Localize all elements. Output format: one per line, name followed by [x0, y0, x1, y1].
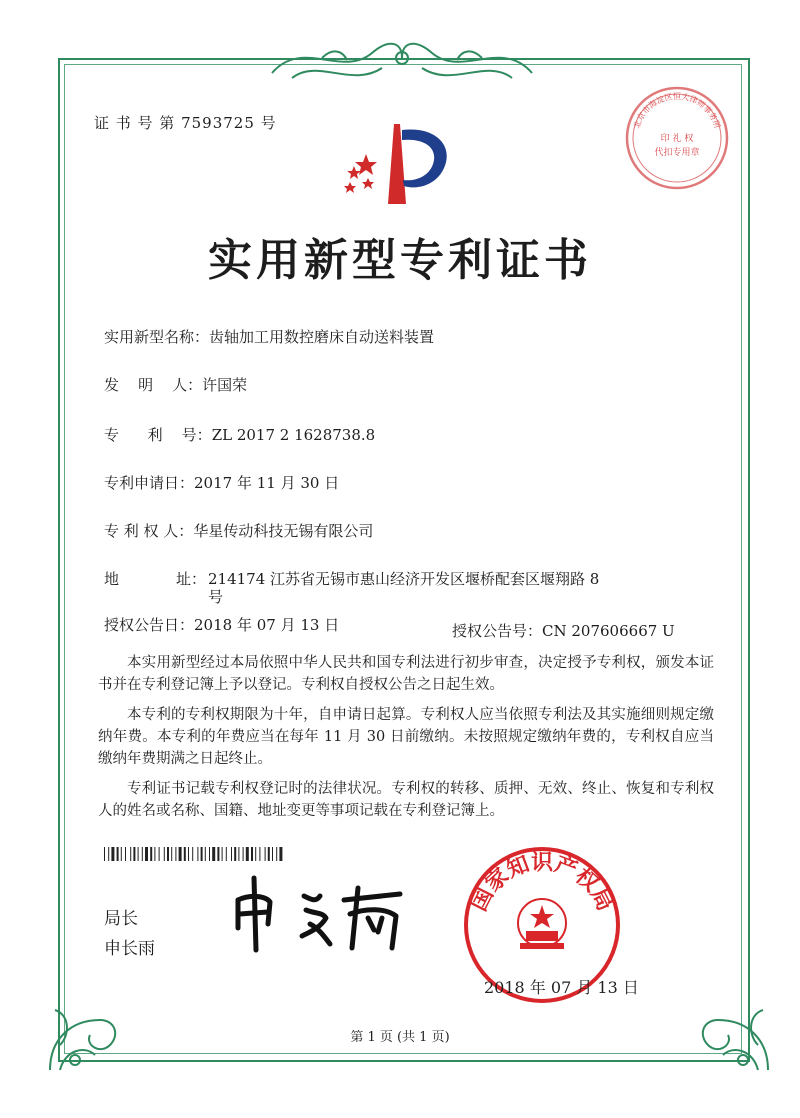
- field-utility-model-name: [104, 326, 434, 347]
- certificate-number: 证 书 号 第 7593725 号: [94, 114, 277, 132]
- field-label: 发 明 人：: [104, 376, 203, 394]
- svg-text:印 礼 权: 印 礼 权: [660, 134, 694, 144]
- field-address-label-1: 地: [104, 570, 120, 588]
- field-grant-number: [452, 620, 675, 641]
- field-address-line2: 号: [208, 588, 224, 606]
- svg-text:国家知识产权局: 国家知识产权局: [465, 849, 619, 916]
- field-label: 实用新型名称：: [104, 328, 210, 346]
- field-value: 2018 年 07 月 13 日: [194, 616, 340, 634]
- field-label: 授权公告日：: [104, 616, 195, 634]
- field-value: 2017 年 11 月 30 日: [194, 474, 340, 492]
- paragraph: 专利证书记载专利权登记时的法律状况。专利权的转移、质押、无效、终止、恢复和专利权人的姓名或名称、国籍、地址变更等事项记载在专利登记簿上。: [98, 781, 714, 819]
- svg-text:代扣专用章: 代扣专用章: [654, 148, 700, 158]
- field-label: 专利申请日：: [104, 474, 195, 492]
- field-grant-date: [104, 614, 339, 635]
- field-patent-holder: [104, 520, 373, 541]
- director-name: 申长雨: [104, 939, 155, 959]
- field-inventor: [104, 374, 247, 395]
- field-label: 授权公告号：: [452, 622, 543, 640]
- field-value: 许国荣: [202, 376, 248, 394]
- field-value: 齿轴加工用数控磨床自动送料装置: [209, 328, 435, 346]
- paragraph: 本实用新型经过本局依照中华人民共和国专利法进行初步审查，决定授予专利权，颁发本证书并在专利登记簿上予以登记。专利权自授权公告之日起生效。: [98, 655, 714, 693]
- seal-date: 2018 年 07 月 13 日: [484, 978, 639, 997]
- field-filing-date: [104, 472, 339, 493]
- certificate-title: 实用新型专利证书: [208, 235, 592, 286]
- field-value: 华星传动科技无锡有限公司: [193, 522, 374, 540]
- field-label: 专 利 号：: [104, 426, 212, 444]
- certificate-body: [98, 652, 714, 830]
- field-value: CN 207606667 U: [542, 622, 675, 640]
- field-address-label-2: 址：: [176, 570, 207, 588]
- page-footer: 第 1 页 (共 1 页): [350, 1030, 450, 1045]
- svg-text:北京市海淀区恒大律师事务所: 北京市海淀区恒大律师事务所: [632, 92, 722, 130]
- director-title: 局长: [104, 909, 138, 929]
- field-label: 专 利 权 人：: [104, 522, 194, 540]
- barcode-icon: [104, 847, 284, 861]
- director-signature: [226, 866, 410, 956]
- paragraph: 本专利的专利权期限为十年，自申请日起算。专利权人应当依照专利法及其实施细则规定缴纳年费。本专利的年费应当在每年 11 月 30 日前缴纳。未按照规定缴纳年费的，专利权自应当缴纳年费期满之日起终止。: [98, 707, 714, 767]
- patent-office-logo-icon: [336, 120, 466, 206]
- field-value: ZL 2017 2 1628738.8: [211, 426, 376, 444]
- top-ornament-icon: [262, 28, 542, 88]
- field-address-line1: 214174 江苏省无锡市惠山经济开发区堰桥配套区堰翔路 8: [208, 570, 600, 588]
- agent-seal-stamp: [622, 83, 732, 193]
- field-patent-number: [104, 424, 375, 445]
